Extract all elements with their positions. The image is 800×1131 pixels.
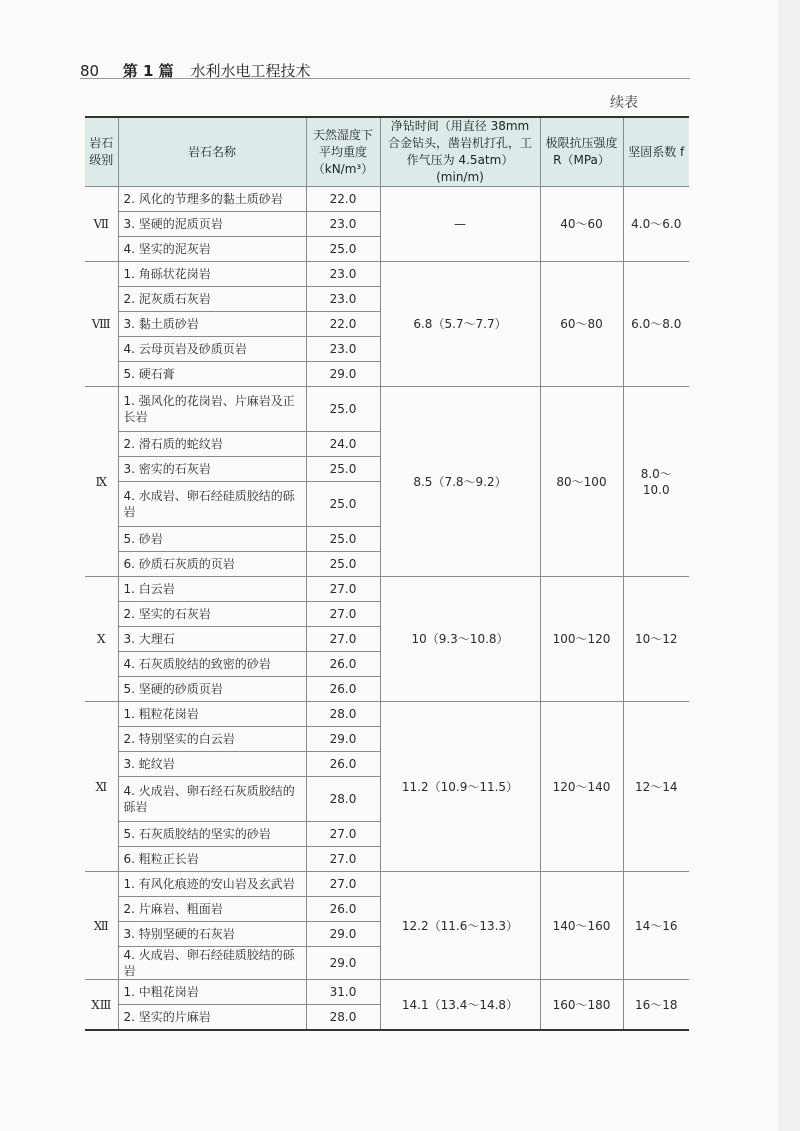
cell-rock-name: 2. 坚实的片麻岩 xyxy=(118,1005,306,1031)
header-grade: 岩石级别 xyxy=(85,117,118,187)
cell-density: 27.0 xyxy=(306,627,380,652)
cell-density: 24.0 xyxy=(306,432,380,457)
cell-grade: Ⅹ xyxy=(85,577,118,702)
cell-density: 25.0 xyxy=(306,527,380,552)
table-row xyxy=(85,187,689,212)
cell-strength: 120～140 xyxy=(540,702,623,872)
cell-rock-name: 1. 角砾状花岗岩 xyxy=(118,262,306,287)
table-header-row xyxy=(85,117,689,187)
header-strength: 极限抗压强度 R（MPa） xyxy=(540,117,623,187)
table-row xyxy=(85,262,689,287)
cell-rock-name: 4. 水成岩、卵石经硅质胶结的砾岩 xyxy=(118,482,306,527)
cell-rock-name: 5. 硬石膏 xyxy=(118,362,306,387)
cell-strength: 40～60 xyxy=(540,187,623,262)
cell-drill-time: 10（9.3～10.8） xyxy=(380,577,540,702)
cell-strength: 160～180 xyxy=(540,980,623,1031)
cell-rock-name: 2. 坚实的石灰岩 xyxy=(118,602,306,627)
cell-density: 25.0 xyxy=(306,237,380,262)
cell-density: 26.0 xyxy=(306,677,380,702)
table-body xyxy=(85,187,689,1031)
cell-rock-name: 1. 中粗花岗岩 xyxy=(118,980,306,1005)
part-label: 第 1 篇 xyxy=(122,62,174,80)
cell-rock-name: 3. 黏土质砂岩 xyxy=(118,312,306,337)
table-row xyxy=(85,387,689,432)
cell-rock-name: 3. 密实的石灰岩 xyxy=(118,457,306,482)
cell-rock-name: 4. 云母页岩及砂质页岩 xyxy=(118,337,306,362)
cell-density: 29.0 xyxy=(306,922,380,947)
cell-grade: Ⅻ xyxy=(85,872,118,980)
page-edge-shadow xyxy=(778,0,800,1131)
header-coefficient: 坚固系数 f xyxy=(623,117,689,187)
header-rule xyxy=(80,78,690,79)
header-rock-name: 岩石名称 xyxy=(118,117,306,187)
cell-density: 28.0 xyxy=(306,777,380,822)
cell-density: 23.0 xyxy=(306,337,380,362)
cell-density: 25.0 xyxy=(306,457,380,482)
cell-rock-name: 3. 蛇纹岩 xyxy=(118,752,306,777)
rock-classification-table xyxy=(85,116,689,1031)
cell-coefficient: 8.0～10.0 xyxy=(623,387,689,577)
cell-density: 23.0 xyxy=(306,287,380,312)
cell-density: 23.0 xyxy=(306,262,380,287)
cell-drill-time: 6.8（5.7～7.7） xyxy=(380,262,540,387)
cell-drill-time: 8.5（7.8～9.2） xyxy=(380,387,540,577)
cell-rock-name: 1. 有风化痕迹的安山岩及玄武岩 xyxy=(118,872,306,897)
cell-strength: 80～100 xyxy=(540,387,623,577)
cell-rock-name: 4. 坚实的泥灰岩 xyxy=(118,237,306,262)
table-row xyxy=(85,702,689,727)
cell-coefficient: 16～18 xyxy=(623,980,689,1031)
cell-rock-name: 6. 粗粒正长岩 xyxy=(118,847,306,872)
table-row xyxy=(85,980,689,1005)
cell-density: 29.0 xyxy=(306,362,380,387)
cell-coefficient: 6.0～8.0 xyxy=(623,262,689,387)
cell-density: 23.0 xyxy=(306,212,380,237)
cell-coefficient: 4.0～6.0 xyxy=(623,187,689,262)
cell-rock-name: 2. 泥灰质石灰岩 xyxy=(118,287,306,312)
continued-label: 续表 xyxy=(610,95,638,111)
cell-density: 27.0 xyxy=(306,602,380,627)
cell-drill-time: 14.1（13.4～14.8） xyxy=(380,980,540,1031)
cell-drill-time: 11.2（10.9～11.5） xyxy=(380,702,540,872)
cell-rock-name: 2. 滑石质的蛇纹岩 xyxy=(118,432,306,457)
header-drill-time: 净钻时间（用直径 38mm 合金钻头，凿岩机打孔，工作气压为 4.5atm）(min/m) xyxy=(380,117,540,187)
cell-density: 26.0 xyxy=(306,752,380,777)
cell-grade: Ⅶ xyxy=(85,187,118,262)
table-row xyxy=(85,577,689,602)
cell-grade: Ⅺ xyxy=(85,702,118,872)
cell-density: 26.0 xyxy=(306,652,380,677)
cell-rock-name: 1. 白云岩 xyxy=(118,577,306,602)
cell-density: 28.0 xyxy=(306,1005,380,1031)
cell-strength: 60～80 xyxy=(540,262,623,387)
cell-density: 27.0 xyxy=(306,847,380,872)
cell-rock-name: 5. 砂岩 xyxy=(118,527,306,552)
cell-density: 28.0 xyxy=(306,702,380,727)
cell-coefficient: 12～14 xyxy=(623,702,689,872)
cell-density: 22.0 xyxy=(306,187,380,212)
cell-density: 29.0 xyxy=(306,947,380,980)
cell-rock-name: 3. 大理石 xyxy=(118,627,306,652)
cell-density: 25.0 xyxy=(306,552,380,577)
cell-rock-name: 1. 强风化的花岗岩、片麻岩及正长岩 xyxy=(118,387,306,432)
cell-density: 29.0 xyxy=(306,727,380,752)
cell-grade: ⅩⅢ xyxy=(85,980,118,1031)
cell-density: 25.0 xyxy=(306,482,380,527)
cell-rock-name: 3. 特别坚硬的石灰岩 xyxy=(118,922,306,947)
cell-density: 22.0 xyxy=(306,312,380,337)
cell-rock-name: 4. 石灰质胶结的致密的砂岩 xyxy=(118,652,306,677)
cell-grade: Ⅷ xyxy=(85,262,118,387)
cell-grade: Ⅸ xyxy=(85,387,118,577)
book-title: 水利水电工程技术 xyxy=(190,62,311,80)
cell-density: 31.0 xyxy=(306,980,380,1005)
cell-strength: 140～160 xyxy=(540,872,623,980)
header-density: 天然湿度下平均重度（kN/m³） xyxy=(306,117,380,187)
cell-rock-name: 1. 粗粒花岗岩 xyxy=(118,702,306,727)
cell-rock-name: 5. 石灰质胶结的坚实的砂岩 xyxy=(118,822,306,847)
cell-drill-time: 12.2（11.6～13.3） xyxy=(380,872,540,980)
table-row xyxy=(85,872,689,897)
cell-rock-name: 4. 火成岩、卵石经硅质胶结的砾岩 xyxy=(118,947,306,980)
cell-density: 27.0 xyxy=(306,822,380,847)
cell-density: 26.0 xyxy=(306,897,380,922)
cell-rock-name: 2. 片麻岩、粗面岩 xyxy=(118,897,306,922)
cell-density: 27.0 xyxy=(306,872,380,897)
cell-rock-name: 6. 砂质石灰质的页岩 xyxy=(118,552,306,577)
cell-rock-name: 2. 特别坚实的白云岩 xyxy=(118,727,306,752)
page-number: 80 xyxy=(80,62,100,80)
cell-coefficient: 10～12 xyxy=(623,577,689,702)
cell-coefficient: 14～16 xyxy=(623,872,689,980)
cell-rock-name: 5. 坚硬的砂质页岩 xyxy=(118,677,306,702)
cell-rock-name: 3. 坚硬的泥质页岩 xyxy=(118,212,306,237)
cell-rock-name: 2. 风化的节理多的黏土质砂岩 xyxy=(118,187,306,212)
cell-density: 27.0 xyxy=(306,577,380,602)
cell-rock-name: 4. 火成岩、卵石经石灰质胶结的砾岩 xyxy=(118,777,306,822)
cell-drill-time: — xyxy=(380,187,540,262)
cell-density: 25.0 xyxy=(306,387,380,432)
cell-strength: 100～120 xyxy=(540,577,623,702)
